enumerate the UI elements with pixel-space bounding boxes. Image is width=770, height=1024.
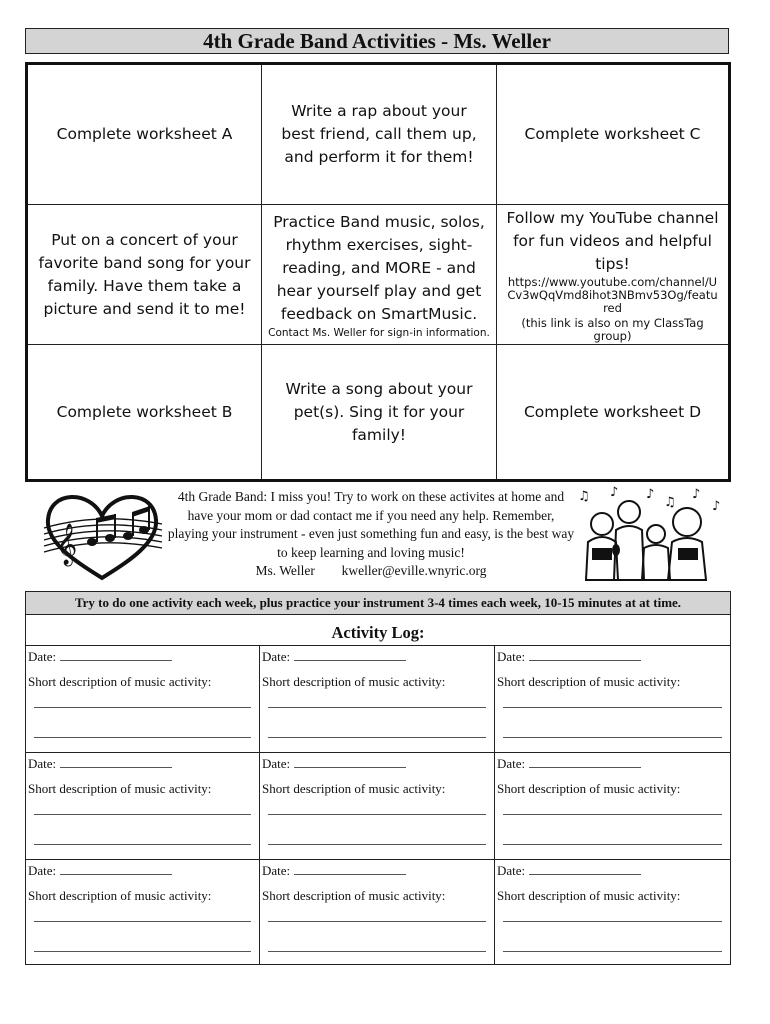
log-entry <box>26 860 260 965</box>
desc-field[interactable] <box>268 737 486 738</box>
date-label: Date: <box>28 756 57 771</box>
desc-label: Short description of music activity: <box>262 674 446 689</box>
email-link[interactable]: kweller@eville.wnyric.org <box>341 563 487 578</box>
log-entry <box>26 753 260 860</box>
desc-field[interactable] <box>268 951 486 952</box>
activity-text: Follow my YouTube channel for fun videos and helpful tips! <box>506 208 719 273</box>
activity-text: Complete worksheet D <box>523 402 702 421</box>
signature: Ms. Weller <box>255 563 315 578</box>
desc-label: Short description of music activity: <box>262 781 446 796</box>
activity-cell <box>497 205 728 345</box>
activity-log <box>25 615 731 965</box>
desc-field[interactable] <box>503 921 722 922</box>
log-entry <box>495 753 730 860</box>
desc-field[interactable] <box>503 844 722 845</box>
date-label: Date: <box>28 649 57 664</box>
log-entry <box>260 753 495 860</box>
date-field[interactable] <box>60 863 172 875</box>
activity-cell <box>262 205 497 345</box>
date-field[interactable] <box>294 756 406 768</box>
desc-label: Short description of music activity: <box>497 781 681 796</box>
desc-label: Short description of music activity: <box>497 888 681 903</box>
activity-cell <box>28 205 262 345</box>
date-label: Date: <box>262 863 291 878</box>
desc-label: Short description of music activity: <box>262 888 446 903</box>
page-title: 4th Grade Band Activities - Ms. Weller <box>25 28 729 54</box>
message-signature-line <box>166 562 576 581</box>
activity-cell <box>497 345 728 479</box>
youtube-link[interactable]: https://www.youtube.com/channel/UCv3wQqVmd8ihot3NBmv53Og/featured <box>507 274 718 315</box>
log-entry <box>260 860 495 965</box>
desc-label: Short description of music activity: <box>28 781 212 796</box>
desc-field[interactable] <box>34 707 251 708</box>
heart-music-clipart <box>40 486 165 581</box>
log-entry <box>26 646 260 753</box>
date-label: Date: <box>262 649 291 664</box>
desc-field[interactable] <box>34 951 251 952</box>
desc-label: Short description of music activity: <box>28 888 212 903</box>
log-entry <box>260 646 495 753</box>
log-entry <box>495 646 730 753</box>
date-label: Date: <box>497 756 526 771</box>
desc-field[interactable] <box>34 921 251 922</box>
desc-field[interactable] <box>503 814 722 815</box>
svg-text:♪: ♪ <box>692 487 701 502</box>
date-label: Date: <box>497 649 526 664</box>
date-field[interactable] <box>529 756 641 768</box>
instructions-bar: Try to do one activity each week, plus practice your instrument 3-4 times each week, 10-15 minutes at at time. <box>25 591 731 615</box>
desc-field[interactable] <box>503 951 722 952</box>
singing-kids-clipart <box>574 484 724 584</box>
date-field[interactable] <box>529 863 641 875</box>
activity-grid <box>25 62 731 482</box>
date-field[interactable] <box>294 649 406 661</box>
svg-text:♫: ♫ <box>664 495 676 510</box>
desc-field[interactable] <box>503 707 722 708</box>
date-field[interactable] <box>60 756 172 768</box>
activity-text: Complete worksheet B <box>56 402 233 421</box>
svg-text:♪: ♪ <box>610 485 619 500</box>
desc-field[interactable] <box>34 737 251 738</box>
activity-note: Contact Ms. Weller for sign-in information. <box>268 327 490 339</box>
svg-text:𝄞: 𝄞 <box>56 524 78 565</box>
date-field[interactable] <box>294 863 406 875</box>
desc-field[interactable] <box>268 921 486 922</box>
activity-log-title: Activity Log: <box>26 615 730 646</box>
activity-cell <box>28 345 262 479</box>
activity-cell <box>262 65 497 205</box>
activity-cell <box>28 65 262 205</box>
date-label: Date: <box>497 863 526 878</box>
activity-log-grid <box>26 646 730 965</box>
desc-field[interactable] <box>34 814 251 815</box>
log-entry <box>495 860 730 965</box>
svg-text:♪: ♪ <box>712 499 721 514</box>
desc-field[interactable] <box>503 737 722 738</box>
date-label: Date: <box>262 756 291 771</box>
activity-cell <box>262 345 497 479</box>
activity-text: Write a song about your pet(s). Sing it for your family! <box>285 379 473 444</box>
desc-field[interactable] <box>268 844 486 845</box>
activity-note: (this link is also on my ClassTag group) <box>521 315 704 343</box>
activity-text: Practice Band music, solos, rhythm exercises, sight-reading, and MORE - and hear yourself play and get feedback on SmartMusic. <box>273 213 485 323</box>
desc-field[interactable] <box>268 814 486 815</box>
message-body: 4th Grade Band: I miss you! Try to work on these activites at home and have your mom or dad contact me if you need any help. Remember, playing your instrument - even just something fun and easy, is the best way to keep learning and loving music! <box>167 489 575 560</box>
desc-field[interactable] <box>268 707 486 708</box>
activity-text: Put on a concert of your favorite band song for your family. Have them take a picture and send it to me! <box>38 230 251 318</box>
desc-label: Short description of music activity: <box>497 674 681 689</box>
desc-field[interactable] <box>34 844 251 845</box>
activity-text: Complete worksheet A <box>56 125 233 143</box>
desc-label: Short description of music activity: <box>28 674 212 689</box>
date-label: Date: <box>28 863 57 878</box>
activity-text: Complete worksheet C <box>524 125 701 143</box>
svg-text:♫: ♫ <box>578 489 590 504</box>
svg-text:♪: ♪ <box>646 487 655 502</box>
activity-cell <box>497 65 728 205</box>
date-field[interactable] <box>529 649 641 661</box>
activity-text: Write a rap about your best friend, call them up, and perform it for them! <box>281 102 477 166</box>
date-field[interactable] <box>60 649 172 661</box>
teacher-message <box>166 488 576 581</box>
